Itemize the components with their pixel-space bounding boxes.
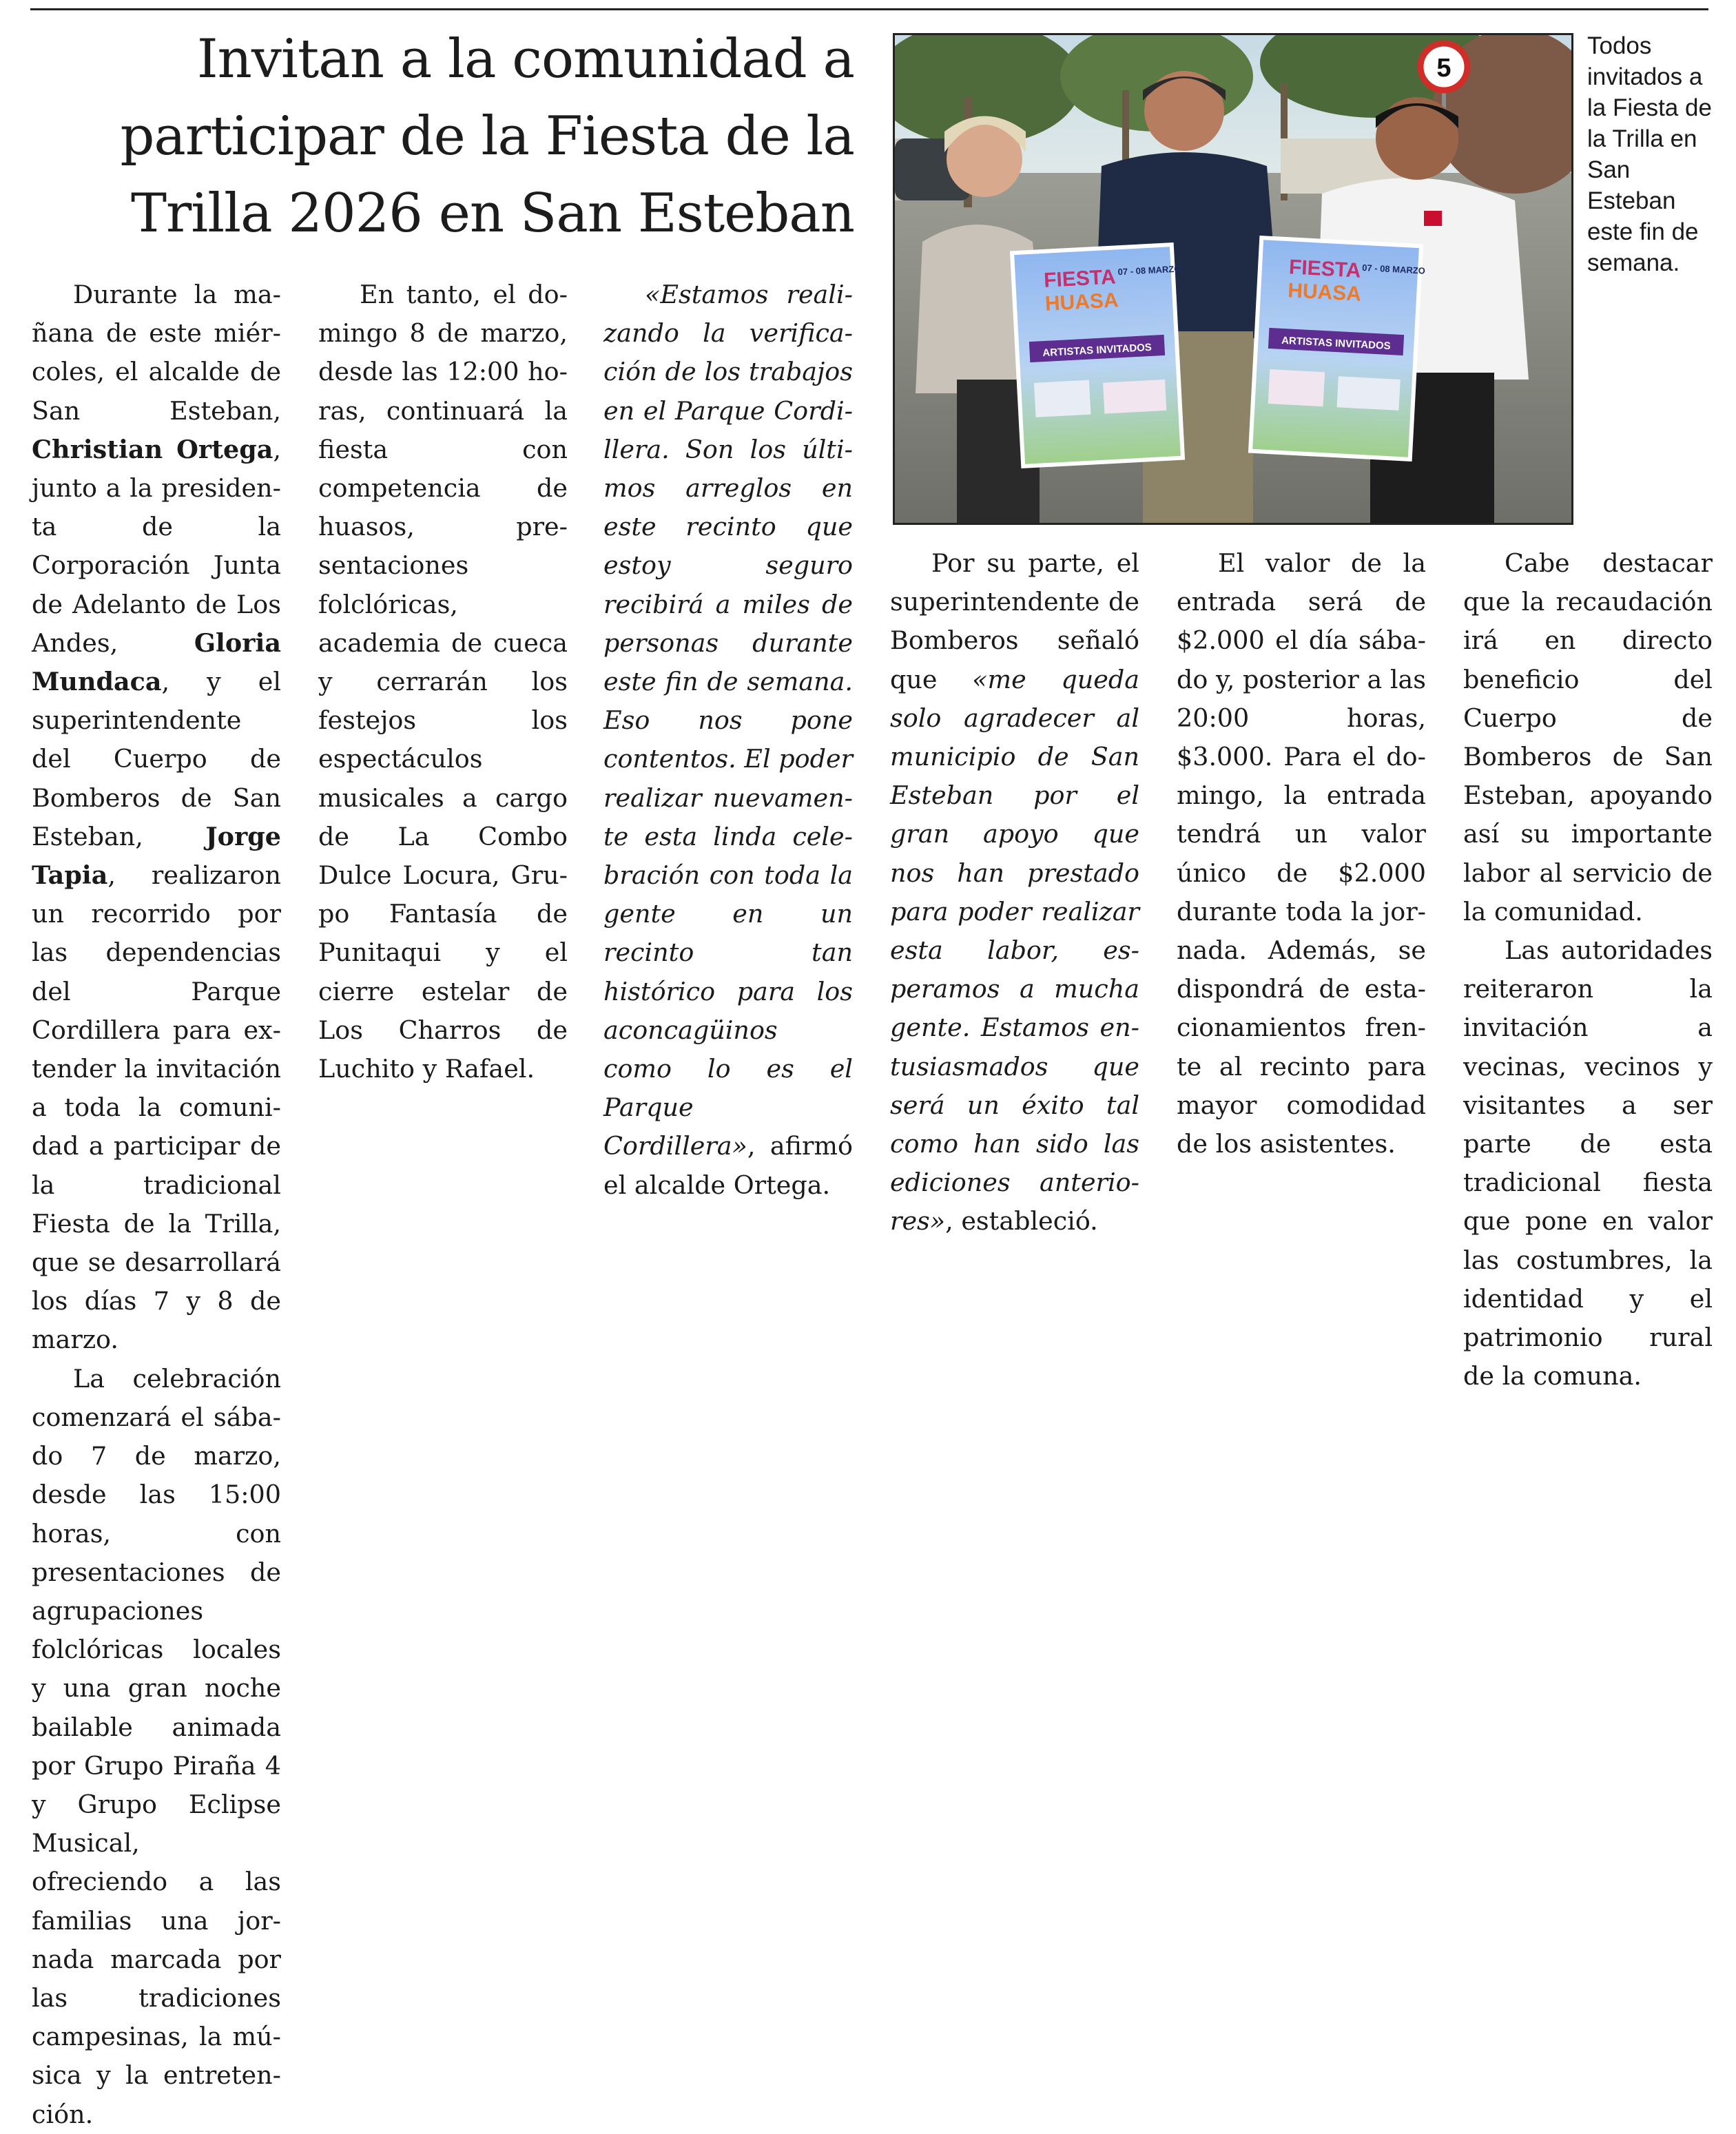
quote-alcalde: «Estamos realizando la verificación de los trabajos en el Parque Cordillera. Son los últimos arreglos en este recinto que estoy seguro recibirá a miles de personas durante este fin de semana. Eso nos pone contentos. El poder realizar nuevamente esta linda celebración con toda la gente en un recinto tan histórico para los aconcagüinos como lo es el Parque Cordillera» <box>603 280 853 1161</box>
svg-text:FIESTA: FIESTA <box>1288 256 1362 282</box>
article-column-5 <box>1177 544 1426 1163</box>
svg-text:07 - 08 MARZO: 07 - 08 MARZO <box>1361 262 1426 276</box>
event-poster-right <box>1250 238 1425 459</box>
svg-text:FIESTA: FIESTA <box>1043 265 1117 292</box>
body-paragraph: Cabe destacar que la recaudación irá en directo beneficio del Cuerpo de Bomberos de San Esteban, apoyando así su importante labor al servicio de la comunidad. <box>1463 548 1713 926</box>
svg-text:HUASA: HUASA <box>1044 289 1119 315</box>
article-column-2 <box>318 276 568 1088</box>
photo-caption: Todos invitados a la Fiesta de la Trilla en San Esteban este fin de semana. <box>1587 32 1712 276</box>
name-presidenta: Gloria Mundaca <box>32 628 281 697</box>
quote-superintendente: «me queda solo agradecer al municipio de San Esteban por el gran apoyo que nos han prestado para poder realizar esta labor, esperamos a mucha gente. Estamos entusiasmados que será un éxito tal como han sido las ediciones anteriores» <box>890 664 1140 1236</box>
body-paragraph: Las autoridades reiteraron la invitación a vecinas, vecinos y visitantes a ser parte de esta tradicional fiesta que pone en valor las costumbres, la identidad y el patrimonio rural de la comuna. <box>1463 935 1713 1391</box>
top-rule <box>30 8 1708 10</box>
body-paragraph: El valor de la entrada será de $2.000 el día sábado y, posterior a las 20:00 horas, $3.000. Para el domingo, la entrada tendrá un valor único de $2.000 durante toda la jornada. Además, se dispondrá de estacionamientos frente al recinto para mayor comodidad de los asistentes. <box>1177 548 1426 1159</box>
article-column-6 <box>1463 544 1713 1396</box>
svg-text:ARTISTAS INVITADOS: ARTISTAS INVITADOS <box>1281 334 1392 353</box>
article-column-3 <box>603 276 853 1205</box>
body-paragraph: Por su parte, el superintendente de Bomberos señaló que «me queda solo agradecer al municipio de San Esteban por el gran apoyo que nos han prestado para poder realizar esta labor, esperamos a mucha gente. Estamos entusiasmados que será un éxito tal como han sido las ediciones anteriores», estableció. <box>890 548 1140 1236</box>
event-poster-left <box>1012 245 1183 466</box>
name-superintendente: Jorge Tapia <box>32 821 281 891</box>
svg-text:HUASA: HUASA <box>1287 279 1362 306</box>
article-column-4 <box>890 544 1139 1241</box>
body-paragraph: La celebración comenzará el sábado 7 de marzo, desde las 15:00 horas, con presentaciones de agrupaciones folclóricas locales y una gran noche bailable animada por Grupo Piraña 4 y Grupo Eclipse Musical, ofreciendo a las familias una jornada marcada por las tradiciones campesinas, la música y la entretención. <box>32 1363 281 2129</box>
body-paragraph-quote: «Estamos realizando la verificación de los trabajos en el Parque Cordillera. Son los últimos arreglos en este recinto que estoy seguro recibirá a miles de personas durante este fin de semana. Eso nos pone contentos. El poder realizar nuevamente esta linda celebración con toda la gente en un recinto tan histórico para los aconcagüinos como lo es el Parque Cordillera», afirmó el alcalde Ortega. <box>603 280 853 1200</box>
svg-text:ARTISTAS INVITADOS: ARTISTAS INVITADOS <box>1042 341 1153 360</box>
body-paragraph: Durante la mañana de este miércoles, el alcalde de San Esteban, Christian Ortega, junto a la presidenta de la Corporación Junta de Adelanto de Los Andes, Gloria Mundaca, y el superintendente del Cuerpo de Bomberos de San Esteban, Jorge Tapia, realizaron un recorrido por las dependencias del Parque Cordillera para extender la invitación a toda la comunidad a participar de la tradicional Fiesta de la Trilla, que se desarrollará los días 7 y 8 de marzo. <box>32 280 281 1355</box>
svg-text:5: 5 <box>1436 54 1451 83</box>
body-paragraph: En tanto, el domingo 8 de marzo, desde las 12:00 horas, continuará la fiesta con competencia de huasos, presentaciones folclóricas, academia de cueca y cerrarán los festejos los espectáculos musicales a cargo de La Combo Dulce Locura, Grupo Fantasía de Punitaqui y el cierre estelar de Los Charros de Luchito y Rafael. <box>318 280 568 1084</box>
svg-text:07 - 08 MARZO: 07 - 08 MARZO <box>1117 263 1181 278</box>
article-photo <box>893 33 1573 525</box>
name-alcalde: Christian Ortega <box>32 434 273 464</box>
headline: Invitan a la comunidad a participar de la Fiesta de la Trilla 2026 en San Esteban <box>120 28 854 245</box>
article-column-1 <box>32 276 281 2134</box>
